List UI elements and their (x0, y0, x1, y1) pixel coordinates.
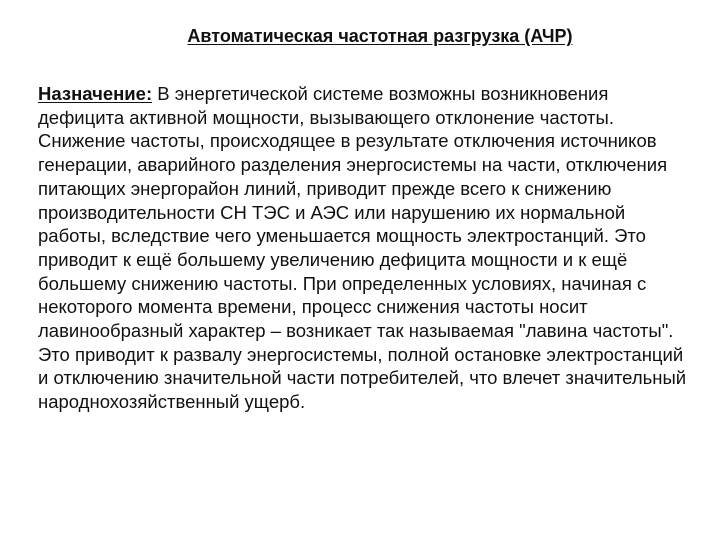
purpose-label: Назначение: (38, 83, 153, 104)
slide-body (38, 82, 698, 414)
body-text: В энергетической системе возможны возникновения дефицита активной мощности, вызывающего отклонение частоты. Снижение частоты, происходящее в результате отключения источников генерации, аварийного разделения энергосистемы на части, отключения питающих энергорайон линий, приводит прежде всего к снижению производительности СН ТЭС и АЭС или нарушению их нормальной работы, вследствие чего уменьшается мощность электростанций. Это приводит к ещё большему увеличению дефицита мощности и к ещё большему снижению частоты. При определенных условиях, начиная с некоторого момента времени, процесс снижения частоты носит лавинообразный характер – возникает так называемая "лавина частоты". Это приводит к развалу энергосистемы, полной остановке электростанций и отключению значительной части потребителей, что влечет значительный народнохозяйственный ущерб. (38, 83, 687, 413)
slide-title: Автоматическая частотная разгрузка (АЧР) (187, 26, 573, 46)
